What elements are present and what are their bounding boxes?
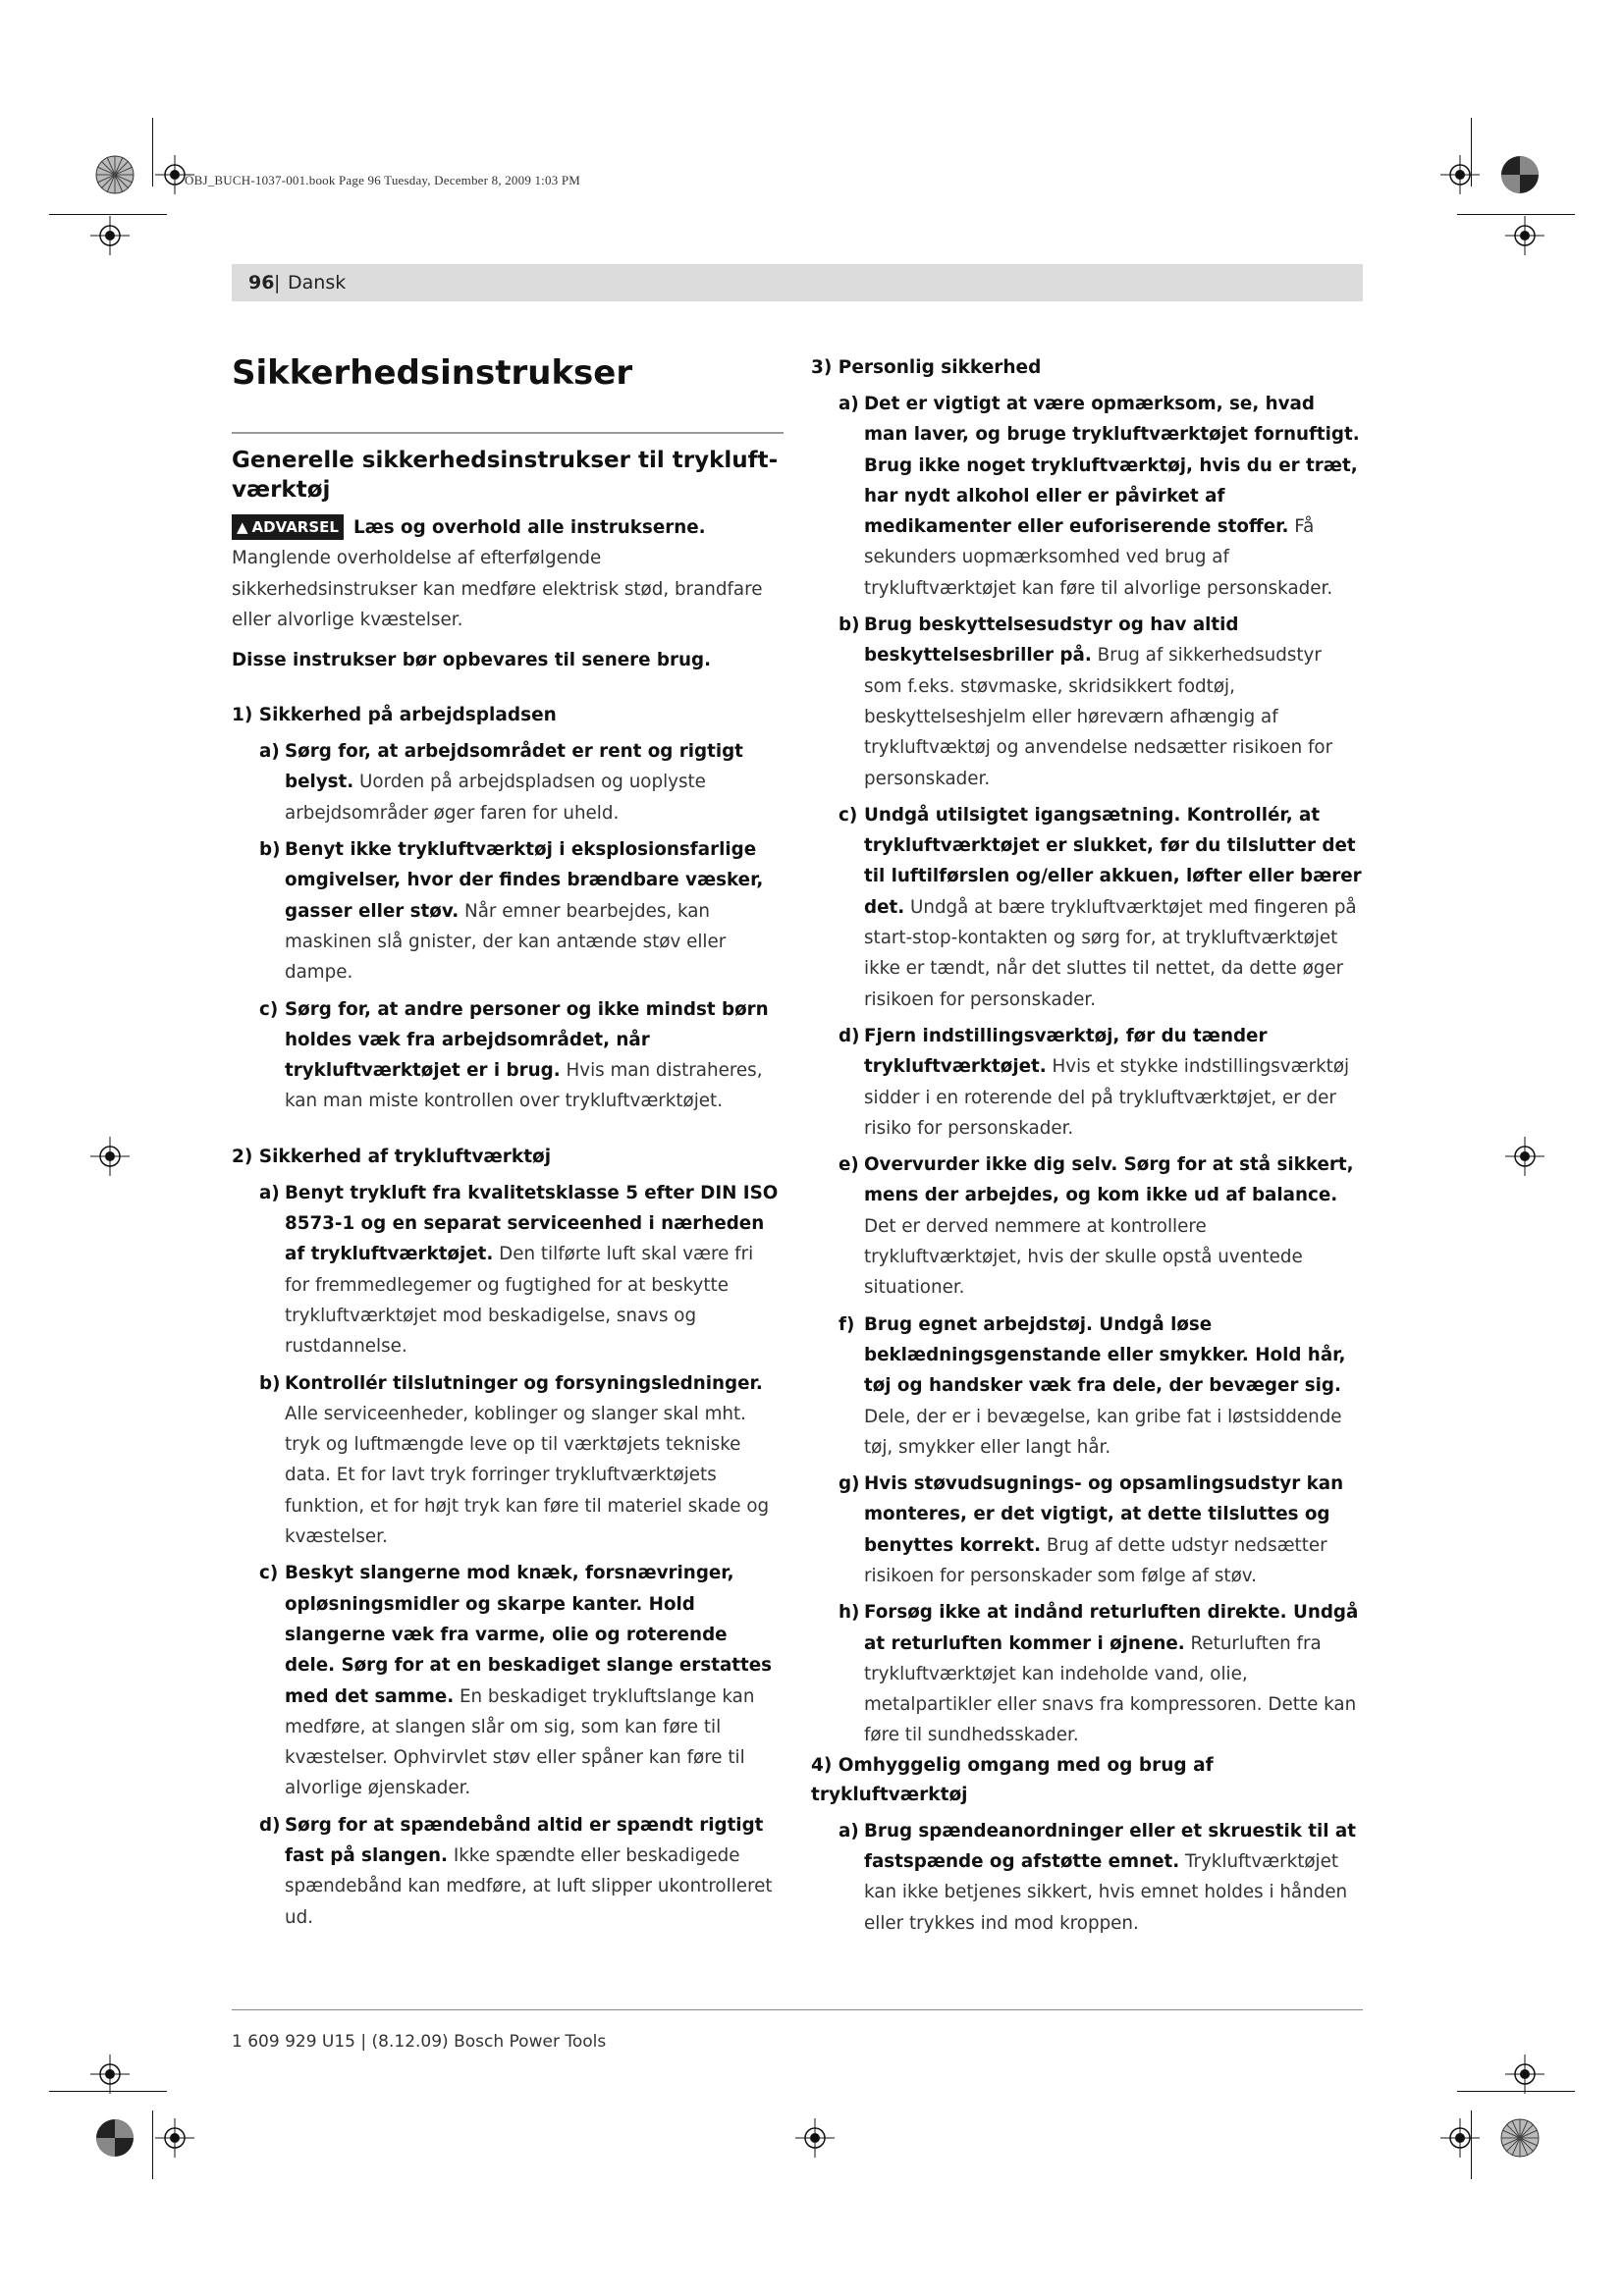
section-heading: 2) Sikkerhed af trykluftværktøj xyxy=(232,1146,552,1167)
keep-instructions-note: Disse instrukser bør opbevares til senere brug. xyxy=(232,650,712,671)
crop-mark xyxy=(49,214,167,215)
registration-mark-icon xyxy=(1505,2055,1544,2094)
crop-mark xyxy=(152,118,153,187)
page-footer: 1 609 929 U15 | (8.12.09) Bosch Power Tools xyxy=(232,2032,607,2052)
color-wheel-icon xyxy=(95,155,135,194)
instruction-item: a) Benyt trykluft fra kvalitetsklasse 5 efter DIN ISO 8573-1 og en separat serviceenhed i nærheden af trykluftværktøjet. Den tilførte luft skal være fri for fremmedlegemer og fugtighed for at beskytte trykluftværktøjet mod beskadigelse, snavs og rustdannelse. xyxy=(259,1182,779,1358)
warning-badge: ▲ ADVARSEL xyxy=(232,514,344,540)
instruction-item: a) Brug spændeanordninger eller et skruestik til at fastspænde og afstøtte emnet. Trykluftværktøjet kan ikke betjenes sikkert, hvis emnet holdes i hånden eller trykkes ind mod kroppen. xyxy=(839,1820,1357,1934)
instruction-item: c) Sørg for, at andre personer og ikke mindst børn holdes væk fra arbejdsområdet, når trykluftværktøjet er i brug. Hvis man distraheres, kan man miste kontrollen over trykluftværktøjet. xyxy=(259,998,769,1112)
section-language: Dansk xyxy=(288,272,347,294)
instruction-item: d) Fjern indstillingsværktøj, før du tænder trykluftværktøjet. Hvis et stykke indstillingsværktøj sidder i en roterende del på trykluftværktøjet, er der risiko for personskader. xyxy=(839,1025,1350,1139)
crop-mark xyxy=(152,2110,153,2179)
page-title: Sikkerhedsinstrukser xyxy=(232,353,633,393)
section xyxy=(811,353,1363,1751)
header-separator: | xyxy=(274,272,281,294)
crop-mark xyxy=(1457,214,1575,215)
section xyxy=(811,1751,1363,1939)
registration-mark-icon xyxy=(795,2118,835,2158)
instruction-item: a) Sørg for, at arbejdsområdet er rent og rigtigt belyst. Uorden på arbejdspladsen og uoplyste arbejdsområder øger faren for uheld. xyxy=(259,741,743,824)
instruction-item: b) Kontrollér tilslutninger og forsyningsledninger. Alle serviceenheder, koblinger og slanger skal mht. tryk og luftmængde leve op til værktøjets tekniske data. Et for lavt tryk forringer trykluftværktøjets funktion, et for højt tryk kan føre til materiel skade og kvæstelser. xyxy=(259,1372,770,1548)
footer-divider xyxy=(232,2009,1363,2010)
left-column xyxy=(232,353,784,1933)
instruction-item: d) Sørg for at spændebånd altid er spændt rigtigt fast på slangen. Ikke spændte eller beskadigede spændebånd kan medføre, at luft slipper ukontrolleret ud. xyxy=(259,1814,773,1928)
section-subtitle: Generelle sikkerhedsinstrukser til trykluft-værktøj xyxy=(232,448,779,503)
registration-mark-icon xyxy=(1440,2118,1480,2158)
section xyxy=(232,1143,784,1933)
registration-mark-icon xyxy=(1440,155,1480,194)
instruction-item: c) Undgå utilsigtet igangsætning. Kontrollér, at trykluftværktøjet er slukket, før du tilslutter det til luftilførslen og/eller akkuen, løfter eller bærer det. Undgå at bære trykluftværktøjet med fingeren på start-stop-kontakten og sørg for, at trykluftværktøjet ikke er tændt, når det sluttes til nettet, da dette øger risikoen for personskader. xyxy=(839,804,1362,1010)
page-number: 96 xyxy=(248,272,275,294)
instruction-item: a) Det er vigtigt at være opmærksom, se, hvad man laver, og bruge trykluftværktøjet fornuftigt. Brug ikke noget trykluftværktøj, hvis du er træt, har nydt alkohol eller er påvirket af medikamenter eller euforiserende stoffer. Få sekunders uopmærksomhed ved brug af trykluftværktøjet kan føre til alvorlige personskader. xyxy=(839,394,1360,599)
registration-mark-icon xyxy=(90,1137,130,1176)
instruction-item: e) Overvurder ikke dig selv. Sørg for at stå sikkert, mens der arbejdes, og kom ikke ud af balance. Det er derved nemmere at kontrollere trykluftværktøjet, hvis der skulle opstå uventede situationer. xyxy=(839,1154,1354,1299)
section-heading: 3) Personlig sikkerhed xyxy=(811,357,1042,378)
warning-triangle-icon: ▲ xyxy=(237,518,248,536)
registration-mark-icon xyxy=(90,216,130,255)
instruction-item: g) Hvis støvudsugnings- og opsamlingsudstyr kan monteres, er det vigtigt, at dette tilsluttes og benyttes korrekt. Brug af dette udstyr nedsætter risikoen for personskader som følge af støv. xyxy=(839,1473,1344,1586)
quadrant-disc-icon xyxy=(1500,155,1540,194)
title-divider xyxy=(232,432,784,434)
color-wheel-icon xyxy=(1500,2118,1540,2158)
instruction-item: b) Benyt ikke trykluftværktøj i eksplosionsfarlige omgivelser, hvor der findes brændbare væsker, gasser eller støv. Når emner bearbejdes, kan maskinen slå gnister, der kan antænde støv eller dampe. xyxy=(259,839,764,984)
section-heading: 4) Omhyggelig omgang med og brug af trykluftværktøj xyxy=(811,1754,1214,1805)
running-header xyxy=(232,264,1363,301)
registration-mark-icon xyxy=(1505,216,1544,255)
registration-mark-icon xyxy=(155,2118,194,2158)
section xyxy=(232,701,784,1117)
quadrant-disc-icon xyxy=(95,2118,135,2158)
warning-paragraph: ▲ ADVARSEL Læs og overhold alle instrukserne. Manglende overholdelse af efterfølgende sikkerhedsinstrukser kan medføre elektrisk stød, brandfare eller alvorlige kvæstelser. xyxy=(232,512,784,635)
print-slug: OBJ_BUCH-1037-001.book Page 96 Tuesday, December 8, 2009 1:03 PM xyxy=(185,173,581,187)
instruction-item: c) Beskyt slangerne mod knæk, forsnævringer, opløsningsmidler og skarpe kanter. Hold slangerne væk fra varme, olie og roterende dele. Sørg for at en beskadiget slange erstattes med det samme. En beskadiget trykluftslange kan medføre, at slangen slår om sig, som kan føre til kvæstelser. Ophvirvlet støv eller spåner kan føre til alvorlige øjenskader. xyxy=(259,1563,773,1799)
right-column xyxy=(811,353,1363,1939)
instruction-item: h) Forsøg ikke at indånd returluften direkte. Undgå at returluften kommer i øjnene. Returluften fra trykluftværktøjet kan indeholde vand, olie, metalpartikler eller snavs fra kompressoren. Dette kan føre til sundhedsskader. xyxy=(839,1602,1359,1746)
section-heading: 1) Sikkerhed på arbejdspladsen xyxy=(232,705,557,726)
registration-mark-icon xyxy=(90,2055,130,2094)
instruction-item: f) Brug egnet arbejdstøj. Undgå løse beklædningsgenstande eller smykker. Hold hår, tøj og handsker væk fra dele, der bevæger sig. Dele, der er i bevægelse, kan gribe fat i løstsiddende tøj, smykker eller langt hår. xyxy=(839,1313,1346,1458)
registration-mark-icon xyxy=(1505,1137,1544,1176)
instruction-item: b) Brug beskyttelsesudstyr og hav altid beskyttelsesbriller på. Brug af sikkerhedsudstyr som f.eks. støvmaske, skridsikkert fodtøj, beskyttelseshjelm eller høreværn afhængig af trykluftvæktøj og anvendelse nedsætter risikoen for personskader. xyxy=(839,614,1333,789)
